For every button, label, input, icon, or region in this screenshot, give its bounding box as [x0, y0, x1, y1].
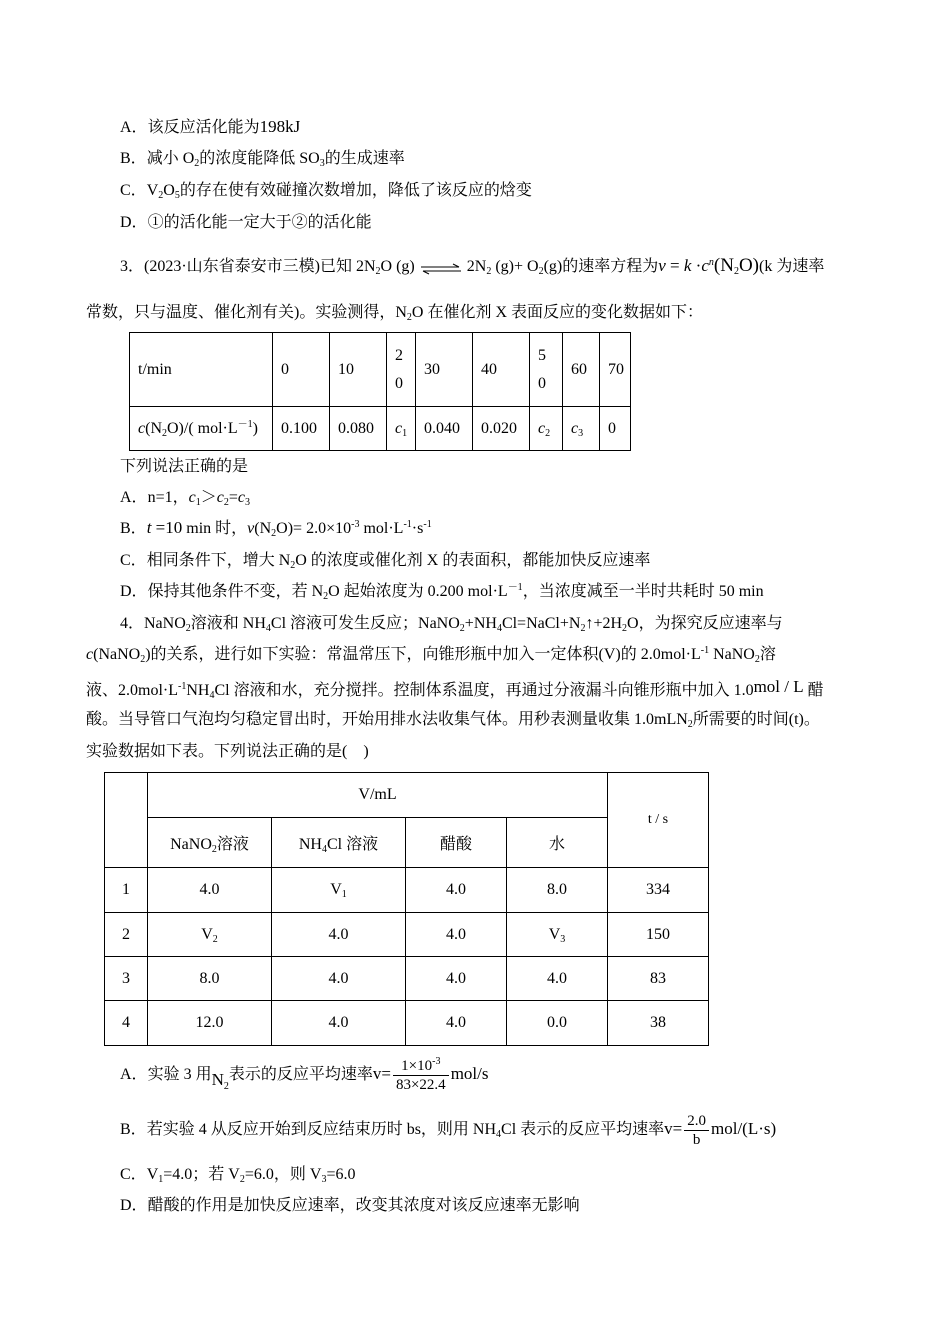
table-cell: 0.0 [507, 1001, 608, 1046]
col-header: NaNO$_2$溶液 [148, 818, 272, 868]
table-row [105, 868, 709, 913]
q4-stem-line5: 实验数据如下表。下列说法正确的是( ) [86, 743, 369, 760]
q2-option-a: A．该反应活化能为198kJ [120, 117, 301, 136]
table-cell: 2 [105, 913, 148, 957]
table-cell: 0.100 [273, 407, 330, 451]
table-row [130, 333, 631, 407]
table-cell: 38 [608, 1001, 709, 1046]
table-cell: 8.0 [148, 957, 272, 1001]
table-row [105, 957, 709, 1001]
table-cell: 4.0 [272, 913, 406, 957]
q4-stem-line1: 4．NaNO$_2$溶液和 $NH_4Cl$ 溶液可发生反应；$NaNO_2+NH_4Cl=NaCl+N_2↑+2H_2O$，为探究反应速率与 [120, 615, 783, 634]
table-cell: $V_2$ [148, 913, 272, 957]
table-cell: 0.040 [416, 407, 473, 451]
fraction: $\frac{1\times 10^{-3}}{83\times 22.4}$ [393, 1057, 449, 1094]
table-cell: $c_1$ [387, 407, 416, 451]
table-cell: 4.0 [406, 913, 507, 957]
table-cell: $c(N_2O)/$( $mol\cdot L^{-1}$) [130, 407, 273, 451]
q2-option-c: C．$V_2O_5$的存在使有效碰撞次数增加，降低了该反应的焓变 [120, 182, 532, 201]
q4-data-table [104, 772, 709, 1046]
table-cell: 5 0 [530, 333, 563, 407]
q4-option-a: A．实验 3 用$N_2$表示的反应平均速率v= $\frac{1\times 10^{-3}}{83\times 22.4}$ mol/s [120, 1055, 489, 1093]
table-row [105, 1001, 709, 1046]
q3-stem-line2: 常数，只与温度、催化剂有关)。实验测得，$N_2O$ 在催化剂 X 表面反应的变化数据如下： [86, 304, 704, 323]
q3-stem: 3．(2023·山东省泰安市三模)已知 $2N_2O$ (g) $2N_2$ $(g)+ O_2(g)$的速率方程为$v = k \cdot c^n(N_2O)(k$ 为速率 [120, 255, 825, 277]
table-cell: 60 [563, 333, 600, 407]
table-cell: 4.0 [406, 957, 507, 1001]
q4-stem-line3: 液、$2.0mol\cdot L^{-1}NH_4Cl$ 溶液和水，充分搅拌。控制体系温度，再通过分液漏斗向锥形瓶中加入 1.0mol / L 醋 [86, 677, 824, 701]
q2-option-b: B．减小 $O_2$的浓度能降低 $SO_3$的生成速率 [120, 150, 405, 169]
q3-option-c: C．相同条件下，增大 $N_2O$ 的浓度或催化剂 X 的表面积，都能加快反应速率 [120, 552, 651, 571]
q4-option-c: C．$V_1=4.0$；若 $V_2=6.0$，则 $V_3=6.0$ [120, 1166, 356, 1185]
q3-option-b: B．t =10 min 时，$v(N_2O)= 2.0\times 10^{-3}$ $mol\cdot L^{-1}\cdot s^{-1}$ [120, 518, 432, 539]
fraction: $\frac{2.0}{b}$ [684, 1112, 709, 1149]
table-cell: 4.0 [406, 868, 507, 913]
table-cell: 10 [330, 333, 387, 407]
col-header: $NH_4Cl$ 溶液 [272, 818, 406, 868]
table-cell: $V_3$ [507, 913, 608, 957]
equilibrium-arrow-icon [419, 261, 463, 273]
q4-stem-line2: c(NaNO$_2$)的关系，进行如下实验：常温常压下，向锥形瓶中加入一定体积(V)的 $2.0mol\cdot L^{-1}$ NaNO$_2$溶 [86, 645, 776, 665]
table-cell: 4.0 [272, 1001, 406, 1046]
table-cell: 3 [105, 957, 148, 1001]
q3-option-a: A．n=1，$c_1>c_2=c_3$ [120, 489, 250, 508]
q3-data-table [129, 332, 631, 451]
table-cell: 0.020 [473, 407, 530, 451]
table-cell: 8.0 [507, 868, 608, 913]
q3-option-d: D．保持其他条件不变，若 $N_2O$ 起始浓度为 0.200 $mol\cdot L^{-1}$，当浓度减至一半时共耗时 50 min [120, 582, 764, 602]
table-cell: 2 0 [387, 333, 416, 407]
q2-option-d: D．①的活化能一定大于②的活化能 [120, 214, 372, 231]
q4-option-d: D．醋酸的作用是加快反应速率，改变其浓度对该反应速率无影响 [120, 1197, 580, 1214]
table-cell: 1 [105, 868, 148, 913]
col-header: 水 [507, 818, 608, 868]
table-cell: 83 [608, 957, 709, 1001]
q4-option-b: B．若实验 4 从反应开始到反应结束历时 bs，则用 $NH_4Cl$ 表示的反应平均速率v= $\frac{2.0}{b}$ mol/(L·s) [120, 1112, 777, 1148]
table-cell: 4.0 [507, 957, 608, 1001]
table-cell: $V_1$ [272, 868, 406, 913]
table-row [105, 773, 709, 818]
table-cell: 4.0 [148, 868, 272, 913]
table-cell: 12.0 [148, 1001, 272, 1046]
col-header: 醋酸 [406, 818, 507, 868]
table-cell: 70 [600, 333, 631, 407]
table-cell: 0.080 [330, 407, 387, 451]
table-cell: 334 [608, 868, 709, 913]
table-cell: $c_3$ [563, 407, 600, 451]
q3-intro: 下列说法正确的是 [120, 458, 249, 475]
vol-header: V/mL [148, 773, 608, 818]
table-cell: 30 [416, 333, 473, 407]
table-cell: 4 [105, 1001, 148, 1046]
table-cell: $c_2$ [530, 407, 563, 451]
table-cell: 0 [600, 407, 631, 451]
table-cell: 4.0 [272, 957, 406, 1001]
q4-stem-line4: 酸。当导管口气泡均匀稳定冒出时，开始用排水法收集气体。用秒表测量收集 1.0mLN$_2$所需要的时间(t)。 [86, 711, 820, 730]
table-cell: 4.0 [406, 1001, 507, 1046]
table-row [130, 407, 631, 451]
time-header: t / s [608, 773, 709, 868]
table-cell: 0 [273, 333, 330, 407]
table-row [105, 913, 709, 957]
table-cell [105, 773, 148, 868]
table-cell: 40 [473, 333, 530, 407]
table-cell: t/min [130, 333, 273, 407]
table-cell: 150 [608, 913, 709, 957]
